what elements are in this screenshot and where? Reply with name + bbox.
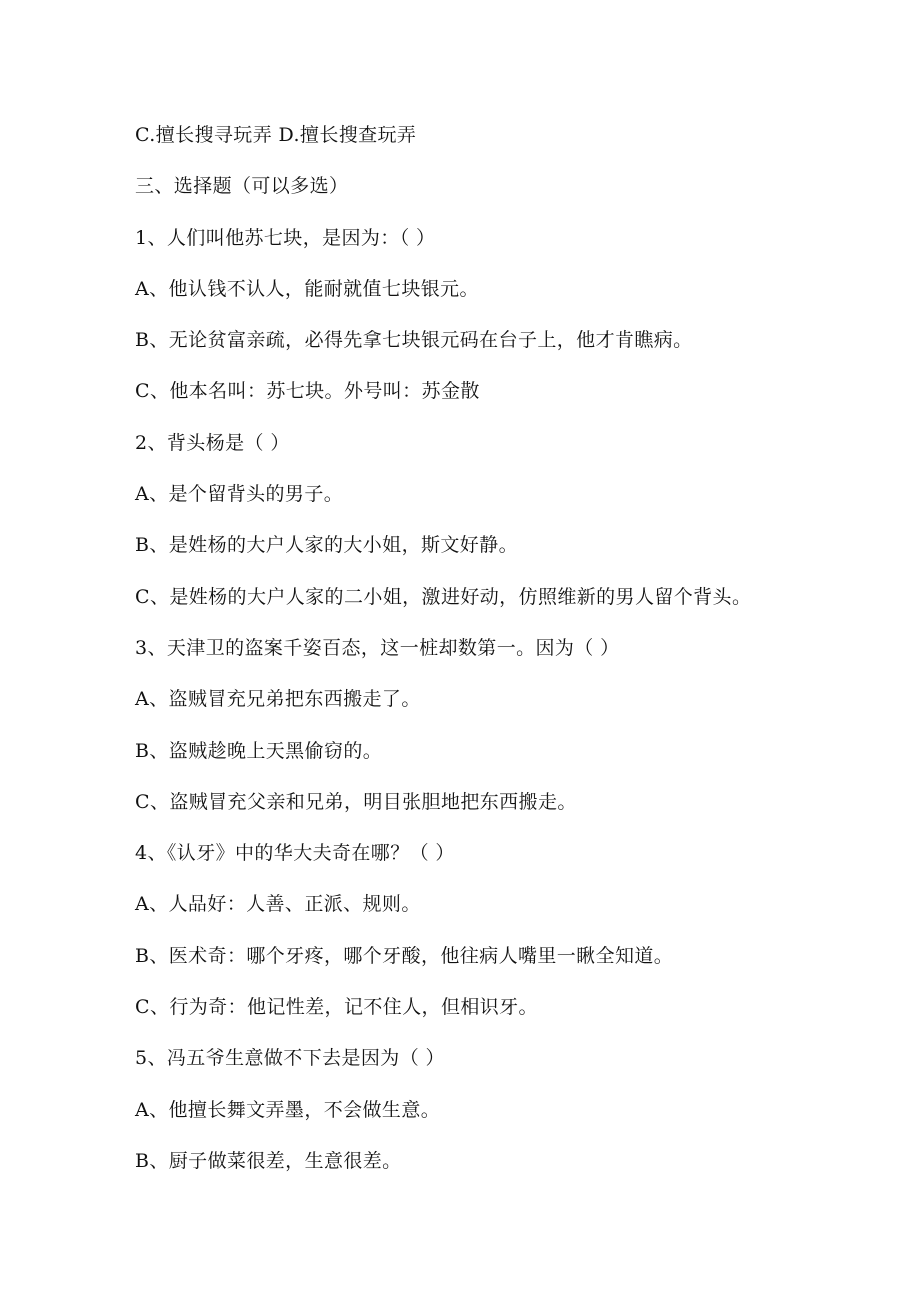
section-heading: 三、选择题（可以多选） — [135, 175, 349, 198]
question-3-option-b: B、盗贼趁晚上天黑偷窃的。 — [135, 739, 383, 762]
question-5-option-b: B、厨子做菜很差，生意很差。 — [135, 1149, 402, 1172]
question-4-option-a: A、人品好：人善、正派、规则。 — [135, 893, 421, 916]
question-2-option-b: B、是姓杨的大户人家的大小姐，斯文好静。 — [135, 534, 518, 557]
option-line-c-d: C.擅长搜寻玩弄 D.擅长搜查玩弄 — [135, 124, 417, 146]
question-3-option-c: C、盗贼冒充父亲和兄弟，明目张胆地把东西搬走。 — [135, 790, 577, 813]
question-4-option-b: B、医术奇：哪个牙疼，哪个牙酸，他往病人嘴里一瞅全知道。 — [135, 944, 674, 967]
question-4: 4、《认牙》中的华大夫奇在哪？（ ） — [135, 842, 455, 865]
question-text-block — [135, 118, 895, 1195]
question-3-option-a: A、盗贼冒充兄弟把东西搬走了。 — [135, 688, 421, 711]
question-1: 1、人们叫他苏七块，是因为：（ ） — [135, 226, 436, 249]
question-2: 2、背头杨是（ ） — [135, 431, 290, 454]
question-5-option-a: A、他擅长舞文弄墨，不会做生意。 — [135, 1098, 441, 1121]
question-4-option-c: C、行为奇：他记性差，记不住人，但相识牙。 — [135, 996, 538, 1019]
question-1-option-a: A、他认钱不认人，能耐就值七块银元。 — [135, 277, 479, 300]
question-1-option-b: B、无论贫富亲疏，必得先拿七块银元码在台子上，他才肯瞧病。 — [135, 329, 693, 352]
question-2-option-a: A、是个留背头的男子。 — [135, 483, 344, 506]
question-3: 3、天津卫的盗案千姿百态，这一桩却数第一。因为（ ） — [135, 636, 620, 659]
question-5: 5、冯五爷生意做不下去是因为（ ） — [135, 1047, 445, 1070]
question-1-option-c: C、他本名叫：苏七块。外号叫：苏金散 — [135, 380, 480, 403]
question-2-option-c: C、是姓杨的大户人家的二小姐，激进好动，仿照维新的男人留个背头。 — [135, 585, 752, 608]
